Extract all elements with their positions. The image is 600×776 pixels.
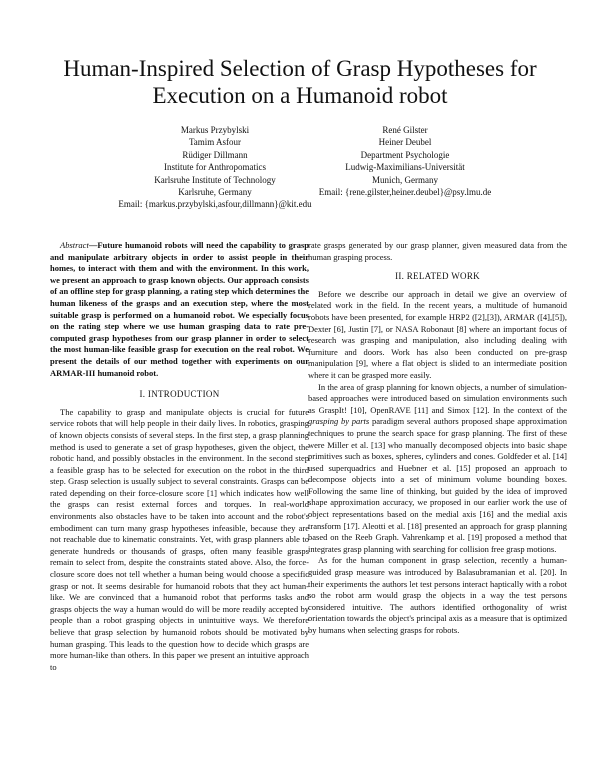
section-heading-introduction: I. INTRODUCTION xyxy=(139,389,220,400)
author-name: Tamim Asfour xyxy=(188,137,242,148)
author-block-left xyxy=(105,124,325,211)
abstract-label: Abstract xyxy=(60,240,89,250)
right-column xyxy=(308,240,567,637)
section-heading-related-work: II. RELATED WORK xyxy=(395,271,480,282)
related-work-paragraph-3: As for the human component in grasp selection, recently a human-guided grasp measure was introduced by Balasubramanian et al. [20]. In their experiments the authors let test persons interact haptically with a robot so the robot arm would grasp the objects in a way the test persons considered intuitive. The authors identified orthogonality of wrist orientation towards the object's principal axis as a measure that is optimized by humans when selecting grasps for robots. xyxy=(308,555,567,635)
affiliation: Department Psychologie xyxy=(360,149,450,160)
author-name: Heiner Deubel xyxy=(378,137,432,148)
emphasis-text: grasping by parts xyxy=(308,416,370,427)
author-email: Email: {markus.przybylski,asfour,dillmann}@kit.edu xyxy=(118,199,312,210)
author-email: Email: {rene.gilster,heiner.deubel}@psy.lmu.de xyxy=(318,187,492,198)
affiliation: Munich, Germany xyxy=(372,174,438,185)
affiliation: Ludwig-Maximilians-Universität xyxy=(345,162,465,173)
author-name: Rüdiger Dillmann xyxy=(182,149,248,160)
affiliation: Institute for Anthropomatics xyxy=(164,162,266,173)
intro-continuation: rate grasps generated by our grasp planner, given measured data from the human grasping process. xyxy=(308,240,567,262)
author-name: René Gilster xyxy=(382,125,428,135)
author-name: Markus Przybylski xyxy=(180,125,250,135)
affiliation: Karlsruhe Institute of Technology xyxy=(154,174,276,185)
intro-paragraph: The capability to grasp and manipulate objects is crucial for future service robots that will help people in their daily lives. In robotics, grasping of known objects consists of several steps. In the first step, a grasp planning method is used to generate a set of grasp hypotheses, given the object, the robotic hand, and possibly obstacles in the environment. In the second step a feasible grasp has to be selected for execution on the robot in the third step. Grasp selection is usually subject to several constraints. Grasps can be rated depending on their force-closure score [1] which indicates how well the grasps can resist external forces and torques. In real-world environments also obstacles have to be taken into account and the robot's embodiment can turn many grasp hypotheses infeasible, because they are not reachable due to kinematic constraints. Yet, with grasp planners able to generate hundreds or thousands of grasps, often many feasible grasps remain to select from, despite the constraints stated above. Also, the force-closure score does not tell whether a human being would choose a specific grasp or not. It seems desirable for humanoid robots that they act human-like. We are convinced that a humanoid robot that performs tasks and grasps objects the way a human would do will be more readily accepted by people than a robot grasping objects in unintuitive ways. We therefore believe that grasp selection by humanoid robots should be motivated by human grasping. This leads to the question how to decide which grasps are more human-like than others. In this paper we present an intuitive approach to xyxy=(50,406,309,672)
author-block-right xyxy=(300,124,510,198)
related-work-paragraph-1: Before we describe our approach in detail we give an overview of related work in the field. In the recent years, a multitude of humanoid robots have been presented, for example HRP2 ([2],[3]), ARMAR ([4],[5]), Dexter [6], Justin [7], or NASA Robonaut [8] where an important focus of research was grasping and manipulation, also including dealing with furniture and doors. Work has also been conducted on pre-grasp manipulation [9], where a flat object is slided to an intermediate position where it can be grasped more easily. xyxy=(308,288,567,380)
paragraph-text: In the area of grasp planning for known objects, a number of simulation-based approaches were introduced based on simulation environments such as GraspIt! [10], OpenRAVE [11] and Simox [12]. In the context of the xyxy=(308,381,567,415)
related-work-paragraph-2 xyxy=(308,382,567,556)
left-column xyxy=(50,240,309,673)
paper-title: Human-Inspired Selection of Grasp Hypotheses for Execution on a Humanoid robot xyxy=(63,56,537,108)
affiliation: Karlsruhe, Germany xyxy=(178,187,252,198)
abstract xyxy=(50,240,309,379)
paragraph-text: paradigm several authors proposed shape approximation techniques to prune the search space for grasp planning. The first of these were Miller et al. [13] who manually decomposed objects into basic shape primitives such as boxes, spheres, cylinders and cones. Goldfeder et al. [14] used superquadrics and Huebner et al. [15] proposed an approach to decompose objects into a set of minimum volume bounding boxes. Following the same line of thinking, but guided by the idea of improved shape approximation accuracy, we proposed in our earlier work the use of object representations based on the medial axis [16] and the medial axis transform [17]. Aleotti et al. [18] presented an approach for grasp planning based on the Reeb Graph. Vahrenkamp et al. [19] proposed a method that integrates grasp planning with searching for collision free grasp motions. xyxy=(308,416,567,554)
abstract-text: —Future humanoid robots will need the capability to grasp and manipulate arbitrary objects in order to assist people in their homes, to interact with them and with the environment. In this work, we present an approach to grasp known objects. Our approach consists of an offline step for grasp planning, a rating step which determines the human likeness of the grasps and an execution step, where the most suitable grasp is performed on a humanoid robot. We especially focus on the rating step where we use human grasping data to rate pre-computed grasp hypotheses from our grasp planner in order to select the most human-like feasible grasp for execution on the real robot. We present the details of our method together with experiments on our ARMAR-III humanoid robot. xyxy=(50,240,309,378)
